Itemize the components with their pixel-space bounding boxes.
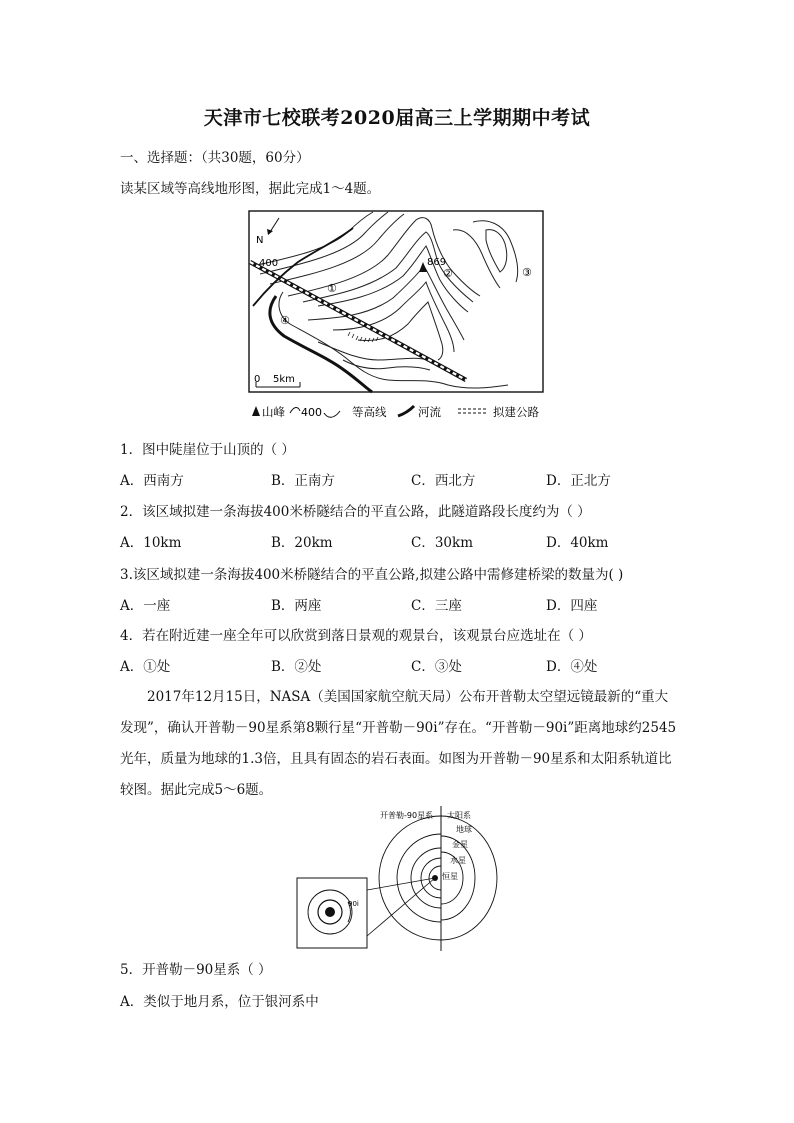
solar-label: 太阳系 [447, 811, 471, 820]
zoom-line-top [367, 878, 435, 890]
orbit-diagram [296, 806, 506, 951]
q4-option-c: C．③处 [411, 659, 462, 675]
scale-unit: 5km [273, 374, 295, 385]
map-legend [252, 405, 539, 419]
q4-option-d: D．④处 [546, 659, 598, 675]
contour-map [248, 210, 548, 428]
q2-option-c: C．30km [411, 535, 473, 551]
kepler-label: 开普勒-90星系 [380, 811, 434, 820]
page-title: 天津市七校联考2020届高三上学期期中考试 [203, 107, 591, 129]
contour-400-label: 400 [259, 258, 279, 269]
venus-label: 金星 [452, 840, 468, 849]
zoom-line-bottom [367, 878, 435, 936]
q5-stem: 5．开普勒－90星系（ ） [120, 962, 272, 978]
peak-elevation: 869 [427, 257, 447, 268]
q1-stem: 1．图中陡崖位于山顶的（ ） [120, 442, 295, 458]
intro-text: 读某区域等高线地形图，据此完成1～4题。 [120, 181, 381, 197]
q5-option-a: A．类似于地月系，位于银河系中 [120, 994, 319, 1010]
earth-label: 地球 [456, 825, 472, 834]
q2-option-a: A．10km [120, 535, 182, 551]
q3-option-b: B．两座 [271, 598, 322, 614]
legend-peak-icon [252, 406, 260, 416]
passage [120, 682, 680, 806]
legend-contour: 等高线 [352, 405, 387, 419]
legend-river: 河流 [418, 405, 441, 419]
site-1: ① [327, 282, 337, 295]
q3-option-d: D．四座 [546, 598, 598, 614]
scale-zero: 0 [254, 374, 261, 385]
passage-text: 2017年12月15日，NASA（美国国家航空航天局）公布开普勒太空望远镜最新的“重大发现”，确认开普勒－90星系第8颗行星“开普勒－90i”存在。“开普勒－90i”距离地球约2545光年，质量为地球的1.3倍，且具有固态的岩石表面。如图为开普勒－90星系和太阳系轨道比较图。据此完成5～6题。 [120, 689, 677, 798]
q1-option-a: A．西南方 [120, 473, 184, 489]
site-2: ② [443, 267, 453, 280]
q2-option-d: D．40km [546, 535, 609, 551]
q1-option-c: C．西北方 [411, 473, 476, 489]
site-3: ③ [522, 266, 532, 279]
star-label: 恒星 [442, 872, 458, 881]
site-4: ④ [280, 314, 290, 327]
legend-contour-sample: 400 [301, 406, 322, 419]
q3-stem: 3.该区域拟建一条海拔400米桥隧结合的平直公路,拟建公路中需修建桥梁的数量为( ) [120, 567, 624, 583]
q1-option-d: D．正北方 [546, 473, 611, 489]
q4-stem: 4．若在附近建一座全年可以欣赏到落日景观的观景台，该观景台应选址在（ ） [120, 628, 592, 644]
q2-option-b: B．20km [271, 535, 333, 551]
planet-90i-label: 90i [348, 900, 359, 908]
q4-option-a: A．①处 [120, 659, 171, 675]
q1-option-b: B．正南方 [271, 473, 335, 489]
legend-peak: 山峰 [262, 405, 285, 419]
kepler-orbits [379, 816, 441, 940]
q3-option-a: A．一座 [120, 598, 171, 614]
q3-option-c: C．三座 [411, 598, 462, 614]
north-label: N [256, 235, 264, 246]
legend-road: 拟建公路 [493, 405, 539, 419]
legend-river-icon [398, 406, 414, 416]
q2-stem: 2．该区域拟建一条海拔400米桥隧结合的平直公路，此隧道路段长度约为（ ） [120, 504, 591, 520]
q4-option-b: B．②处 [271, 659, 322, 675]
map-frame [249, 211, 543, 392]
mercury-label: 水星 [450, 856, 466, 865]
section-header: 一、选择题：（共30题，60分） [120, 150, 310, 166]
